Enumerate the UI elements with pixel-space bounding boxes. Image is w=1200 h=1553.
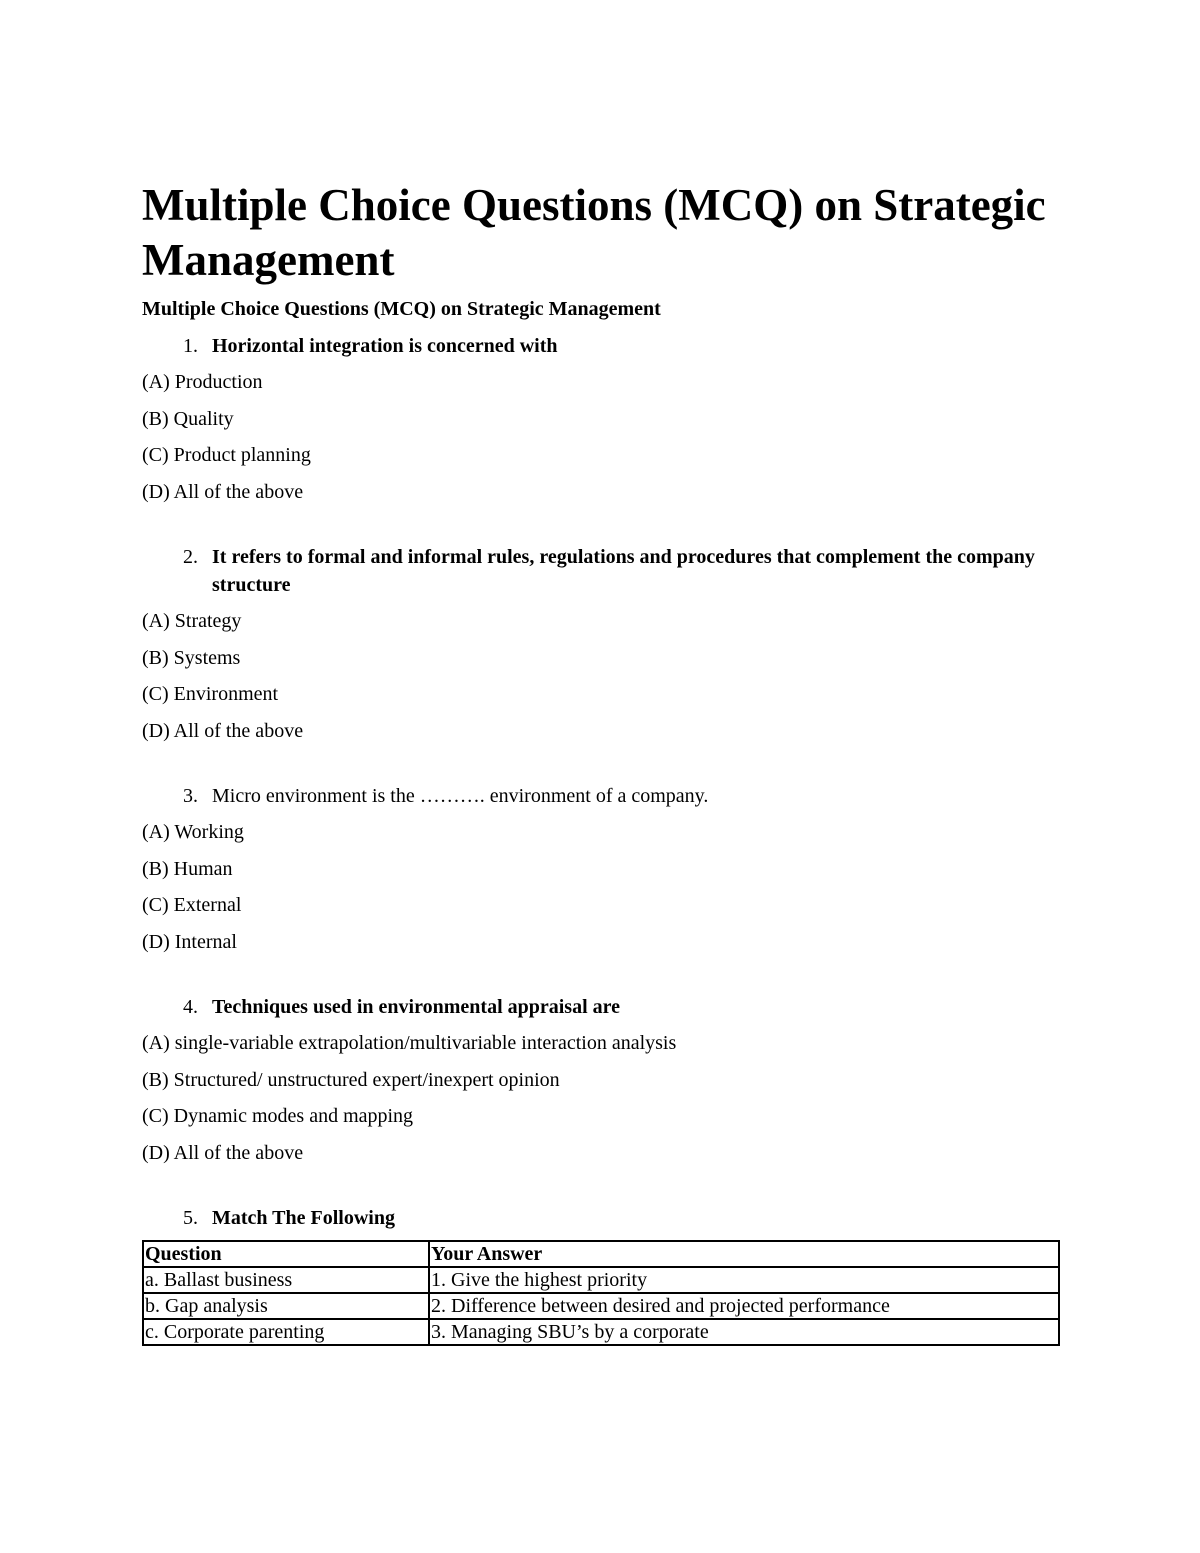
option-b: (B) Systems: [142, 646, 241, 669]
table-cell: b. Gap analysis: [143, 1293, 429, 1319]
table-cell: a. Ballast business: [143, 1267, 429, 1293]
column-header-question: Question: [143, 1241, 429, 1267]
question-text: Techniques used in environmental appraisal are: [212, 996, 621, 1018]
option-d: (D) Internal: [142, 930, 237, 953]
table-cell: 3. Managing SBU’s by a corporate: [429, 1319, 1059, 1345]
table-row: [143, 1319, 1059, 1345]
question-1: [142, 332, 1060, 360]
question-text: Match The Following: [212, 1207, 395, 1229]
option-c: (C) Environment: [142, 683, 279, 705]
match-table: [142, 1240, 1060, 1346]
page-title: Multiple Choice Questions (MCQ) on Strategic Management: [142, 180, 1046, 285]
question-text: Horizontal integration is concerned with: [212, 335, 558, 357]
table-header-row: [143, 1241, 1059, 1267]
option-c: (C) Dynamic modes and mapping: [142, 1105, 414, 1127]
option-a: (A) Working: [142, 821, 244, 843]
document-page: [142, 178, 1060, 1346]
table-cell: c. Corporate parenting: [143, 1319, 429, 1345]
question-number: 1.: [183, 335, 198, 357]
page-subtitle: Multiple Choice Questions (MCQ) on Strategic Management: [142, 298, 661, 320]
option-b: (B) Human: [142, 857, 233, 880]
option-c: (C) Product planning: [142, 444, 311, 466]
option-d: (D) All of the above: [142, 719, 304, 742]
question-text: Micro environment is the ………. environment of a company.: [212, 785, 709, 807]
question-text: It refers to formal and informal rules, regulations and procedures that complement the company structure: [212, 546, 1035, 596]
option-a: (A) Strategy: [142, 610, 242, 632]
question-number: 3.: [183, 785, 198, 807]
option-b: (B) Structured/ unstructured expert/inexpert opinion: [142, 1068, 560, 1091]
question-number: 4.: [183, 996, 198, 1018]
table-row: [143, 1267, 1059, 1293]
column-header-answer: Your Answer: [429, 1241, 1059, 1267]
option-a: (A) Production: [142, 371, 263, 393]
question-5: [142, 1204, 1060, 1232]
option-d: (D) All of the above: [142, 1141, 304, 1164]
option-a: (A) single-variable extrapolation/multivariable interaction analysis: [142, 1032, 677, 1054]
option-c: (C) External: [142, 894, 242, 916]
question-3: [142, 782, 1060, 810]
option-d: (D) All of the above: [142, 480, 304, 503]
question-4: [142, 993, 1060, 1021]
table-cell: 2. Difference between desired and projected performance: [429, 1293, 1059, 1319]
table-cell: 1. Give the highest priority: [429, 1267, 1059, 1293]
question-2: [142, 543, 1060, 599]
option-b: (B) Quality: [142, 407, 234, 430]
question-number: 2.: [183, 546, 198, 568]
table-row: [143, 1293, 1059, 1319]
question-number: 5.: [183, 1207, 198, 1229]
